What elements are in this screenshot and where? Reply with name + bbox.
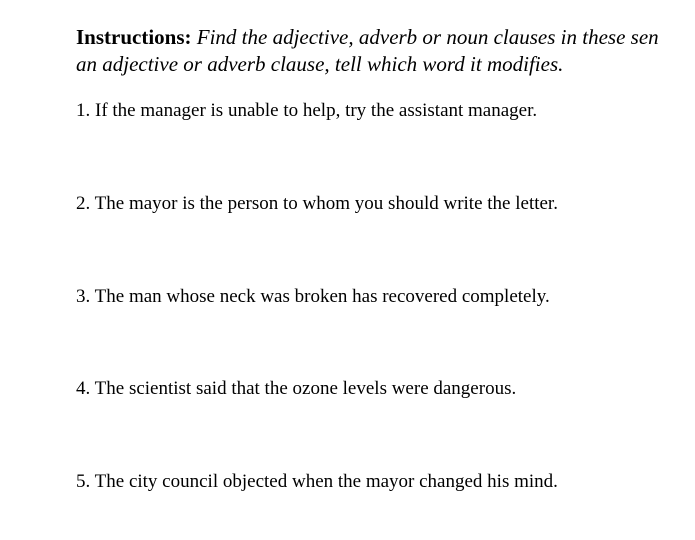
instructions-text-line-2: an adjective or adverb clause, tell which word it modifies.	[76, 52, 564, 76]
question-5: 5. The city council objected when the mayor changed his mind.	[76, 471, 558, 492]
instructions-label: Instructions:	[76, 25, 192, 49]
question-1: 1. If the manager is unable to help, try the assistant manager.	[76, 100, 538, 121]
question-4: 4. The scientist said that the ozone levels were dangerous.	[76, 378, 517, 399]
question-3: 3. The man whose neck was broken has recovered completely.	[76, 286, 550, 307]
instructions-text-line-1: Find the adjective, adverb or noun clauses in these sen	[196, 25, 659, 49]
instructions-line-1	[76, 24, 695, 51]
question-2: 2. The mayor is the person to whom you should write the letter.	[76, 193, 558, 214]
instructions-block	[76, 24, 695, 78]
